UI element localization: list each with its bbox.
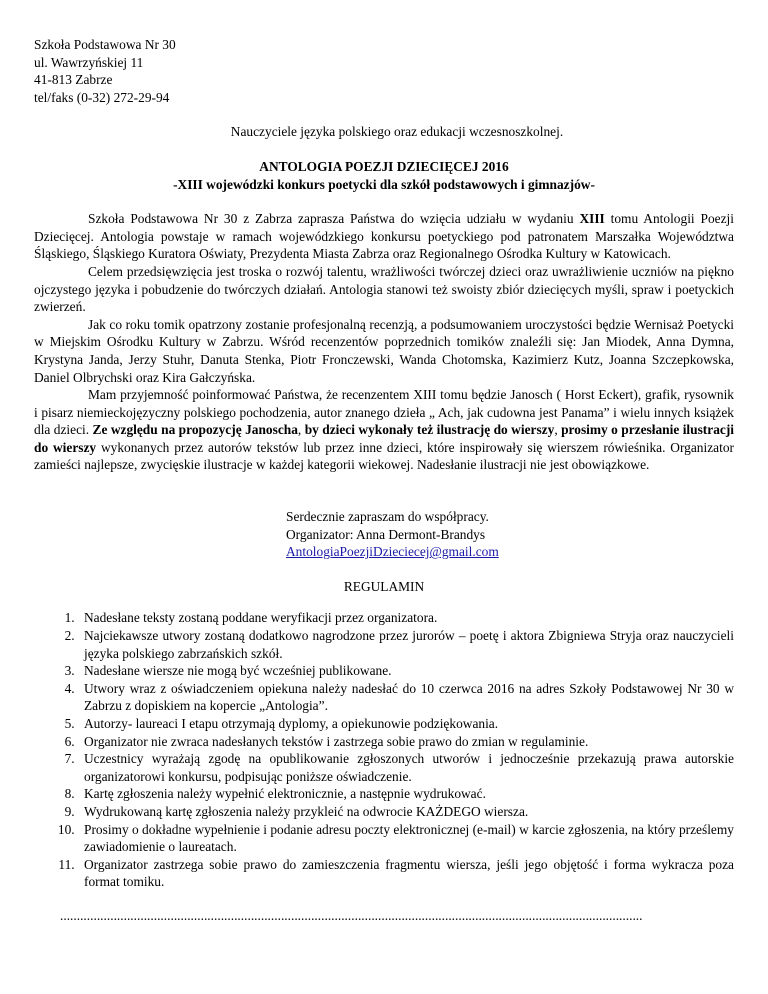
paragraph-text: wykonanych przez autorów tekstów lub przez inne dzieci, które inspirowały się wierszem rówieśnika. Organizator zamieści najlepsze, zwycięskie ilustracje w każdej kategorii wiekowej. Nadesłanie ilustracji nie jest obowiązkowe. [34, 439, 734, 473]
paragraph-text: , [297, 422, 305, 438]
address-line: tel/faks (0-32) 272-29-94 [34, 89, 170, 105]
address-line: ul. Wawrzyńskiej 11 [34, 54, 144, 70]
paragraph-intro [34, 210, 734, 263]
rules-list [34, 609, 734, 891]
address-line: 41-813 Zabrze [34, 72, 113, 88]
greeting: Serdecznie zapraszam do współpracy. [286, 509, 489, 525]
paragraph-text: Szkoła Podstawowa Nr 30 z Zabrza zaprasza Państwa do wzięcia udziału w wydaniu [88, 211, 580, 227]
emphasis-text: Ze względu na propozycję Janoscha [92, 422, 298, 438]
address-line: Szkoła Podstawowa Nr 30 [34, 37, 176, 52]
rule-item: 6. Organizator nie zwraca nadesłanych tekstów i zastrzega sobie prawo do zmian w regulaminie. [78, 733, 734, 751]
email-link[interactable]: AntologiaPoezjiDzieciecej@gmail.com [286, 544, 499, 560]
paragraph-text: tomu Antologii Poezji Dziecięcej. Antologia powstaje w ramach wojewódzkiego konkursu poetyckiego pod patronatem Marszałka Województwa Śląskiego, Śląskiego Kuratora Oświaty, Prezydenta Miasta Zabrza oraz Regionalnego Ośrodka Kultury w Katowicach. [34, 211, 734, 262]
school-address [34, 36, 734, 106]
paragraph-text: Mam przyjemność poinformować Państwa, że recenzentem XIII tomu będzie Janosch ( Horst Eckert), grafik, rysownik i pisarz niemieckojęzyczny polskiego pochodzenia, autor znanego dzieła „ Ach, jak cudowna jest Panama” i wielu innych książek dla dzieci. [34, 387, 734, 438]
closing-block [286, 508, 734, 561]
paragraph-reviewers: Jak co roku tomik opatrzony zostanie profesjonalną recenzją, a podsumowaniem uroczystości będzie Wernisaż Poetycki w Miejskim Ośrodku Kultury w Zabrzu. Wśród recenzentów poprzednich tomików znaleźli się: Jan Miodek, Anna Dymna, Krystyna Janda, Jerzy Stuhr, Danuta Stenka, Piotr Fronczewski, Wanda Chotomska, Kazimierz Kutz, Joanna Szczepkowska, Daniel Olbrychski oraz Kira Gałczyńska. [34, 316, 734, 385]
rule-item: 1. Nadesłane teksty zostaną poddane weryfikacji przez organizatora. [78, 609, 734, 627]
invitation-body [34, 210, 734, 474]
rules-heading: REGULAMIN [343, 578, 425, 594]
rule-item: 2. Najciekawsze utwory zostaną dodatkowo nagrodzone przez jurorów – poetę i aktora Zbigniewa Stryja oraz nauczycieli języka polskiego zabrzańskich szkół. [78, 627, 734, 662]
emphasis-text: by dzieci wykonały też ilustrację do wierszy [304, 422, 555, 438]
rule-item: 9. Wydrukowaną kartę zgłoszenia należy przykleić na odwrocie KAŻDEGO wiersza. [78, 803, 734, 821]
rule-item: 7. Uczestnicy wyrażają zgodę na opublikowanie zgłoszonych utworów i jednocześnie przekazują prawa autorskie organizatorowi konkursu, podpisując poniższe oświadczenie. [78, 750, 734, 785]
rule-item: 11. Organizator zastrzega sobie prawo do zamieszczenia fragmentu wiersza, jeśli jego objętość i forma wykracza poza format tomiku. [78, 856, 734, 891]
rule-item: 3. Nadesłane wiersze nie mogą być wcześniej publikowane. [78, 662, 734, 680]
dotted-separator: .............................................................................................................................................................................. [60, 907, 643, 923]
document-subtitle: -XIII wojewódzki konkurs poetycki dla szkół podstawowych i gimnazjów- [173, 176, 595, 192]
paragraph-janosch [34, 386, 734, 474]
rule-item: 4. Utwory wraz z oświadczeniem opiekuna należy nadesłać do 10 czerwca 2016 na adres Szkoły Podstawowej Nr 30 w Zabrzu z dopiskiem na kopercie „Antologia”. [78, 680, 734, 715]
rule-item: 8. Kartę zgłoszenia należy wypełnić elektronicznie, a następnie wydrukować. [78, 785, 734, 803]
volume-number: XIII [579, 211, 605, 227]
paragraph-goal: Celem przedsięwzięcia jest troska o rozwój talentu, wrażliwości twórczej dzieci oraz uwrażliwienie uczniów na piękno ojczystego języka i pobudzenie do twórczych działań. Antologia stanowi też swoisty zbiór dziecięcych myśli, spraw i poetyckich zwierzeń. [34, 263, 734, 315]
paragraph-text: , [554, 422, 562, 438]
document-page [34, 36, 734, 925]
document-title: ANTOLOGIA POEZJI DZIECIĘCEJ 2016 [259, 158, 509, 174]
emphasis-text: prosimy o przesłanie ilustracji do wierszy [34, 422, 735, 455]
organizer-name: Organizator: Anna Dermont-Brandys [286, 526, 486, 542]
audience-line: Nauczyciele języka polskiego oraz edukacji wczesnoszkolnej. [230, 124, 564, 140]
rule-item: 10. Prosimy o dokładne wypełnienie i podanie adresu poczty elektronicznej (e-mail) w karcie zgłoszenia, na który prześlemy zawiadomienie o laureatach. [78, 821, 734, 856]
rule-item: 5. Autorzy- laureaci I etapu otrzymają dyplomy, a opiekunowie podziękowania. [78, 715, 734, 733]
